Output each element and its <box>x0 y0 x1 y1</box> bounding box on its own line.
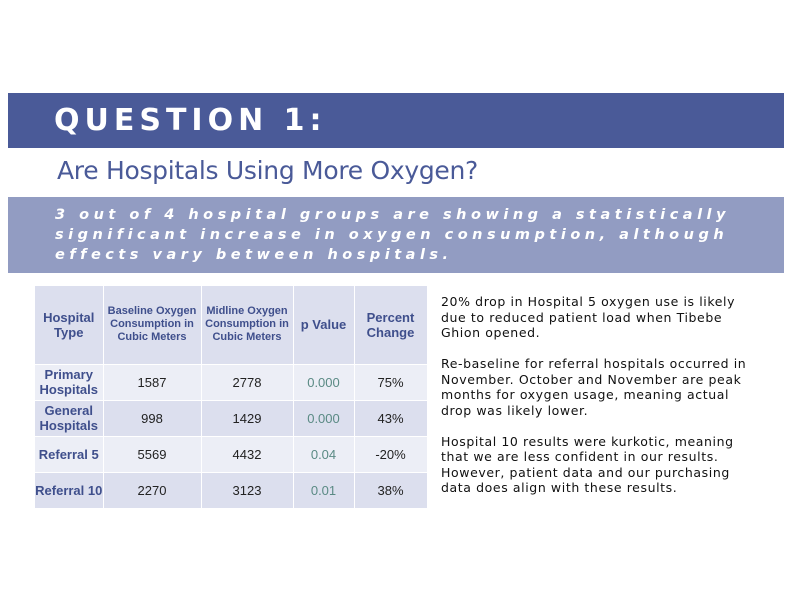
hospital-type-cell: Referral 10 <box>35 472 103 508</box>
summary-statement: 3 out of 4 hospital groups are showing a statistically significant increase in oxygen consumption, although effects vary between hospitals. <box>55 207 730 263</box>
table-row <box>35 364 427 400</box>
note-hospital-5: 20% drop in Hospital 5 oxygen use is likely due to reduced patient load when Tibebe Ghion opened. <box>441 294 736 340</box>
p-value-cell: 0.000 <box>293 364 354 400</box>
baseline-cell: 5569 <box>103 436 201 472</box>
percent-change-cell: 75% <box>354 364 427 400</box>
title-band <box>8 93 784 148</box>
column-header-percent-change: Percent Change <box>354 286 427 364</box>
p-value-cell: 0.04 <box>293 436 354 472</box>
p-value-cell: 0.01 <box>293 472 354 508</box>
hospital-type-cell: Referral 5 <box>35 436 103 472</box>
column-header-baseline: Baseline Oxygen Consumption in Cubic Meters <box>103 286 201 364</box>
table-header-row <box>35 286 427 364</box>
p-value-cell: 0.000 <box>293 400 354 436</box>
percent-change-cell: -20% <box>354 436 427 472</box>
baseline-cell: 2270 <box>103 472 201 508</box>
percent-change-cell: 38% <box>354 472 427 508</box>
column-header-p-value: p Value <box>293 286 354 364</box>
table-row <box>35 436 427 472</box>
oxygen-consumption-table <box>35 286 428 509</box>
note-hospital-10: Hospital 10 results were kurkotic, meaning that we are less confident in our results. However, patient data and our purchasing data does align with these results. <box>441 433 734 495</box>
column-header-midline: Midline Oxygen Consumption in Cubic Meters <box>201 286 293 364</box>
midline-cell: 1429 <box>201 400 293 436</box>
midline-cell: 3123 <box>201 472 293 508</box>
hospital-type-cell: General Hospitals <box>35 400 103 436</box>
summary-band <box>8 197 784 273</box>
baseline-cell: 998 <box>103 400 201 436</box>
percent-change-cell: 43% <box>354 400 427 436</box>
notes-panel <box>441 294 761 511</box>
midline-cell: 4432 <box>201 436 293 472</box>
table-row <box>35 400 427 436</box>
slide-subtitle: Are Hospitals Using More Oxygen? <box>57 156 479 185</box>
baseline-cell: 1587 <box>103 364 201 400</box>
note-re-baseline: Re-baseline for referral hospitals occurred in November. October and November are peak months for oxygen usage, meaning actual drop was likely lower. <box>441 356 747 418</box>
midline-cell: 2778 <box>201 364 293 400</box>
column-header-hospital-type: Hospital Type <box>35 286 103 364</box>
slide-title: QUESTION 1: <box>54 103 327 138</box>
table-row <box>35 472 427 508</box>
hospital-type-cell: Primary Hospitals <box>35 364 103 400</box>
